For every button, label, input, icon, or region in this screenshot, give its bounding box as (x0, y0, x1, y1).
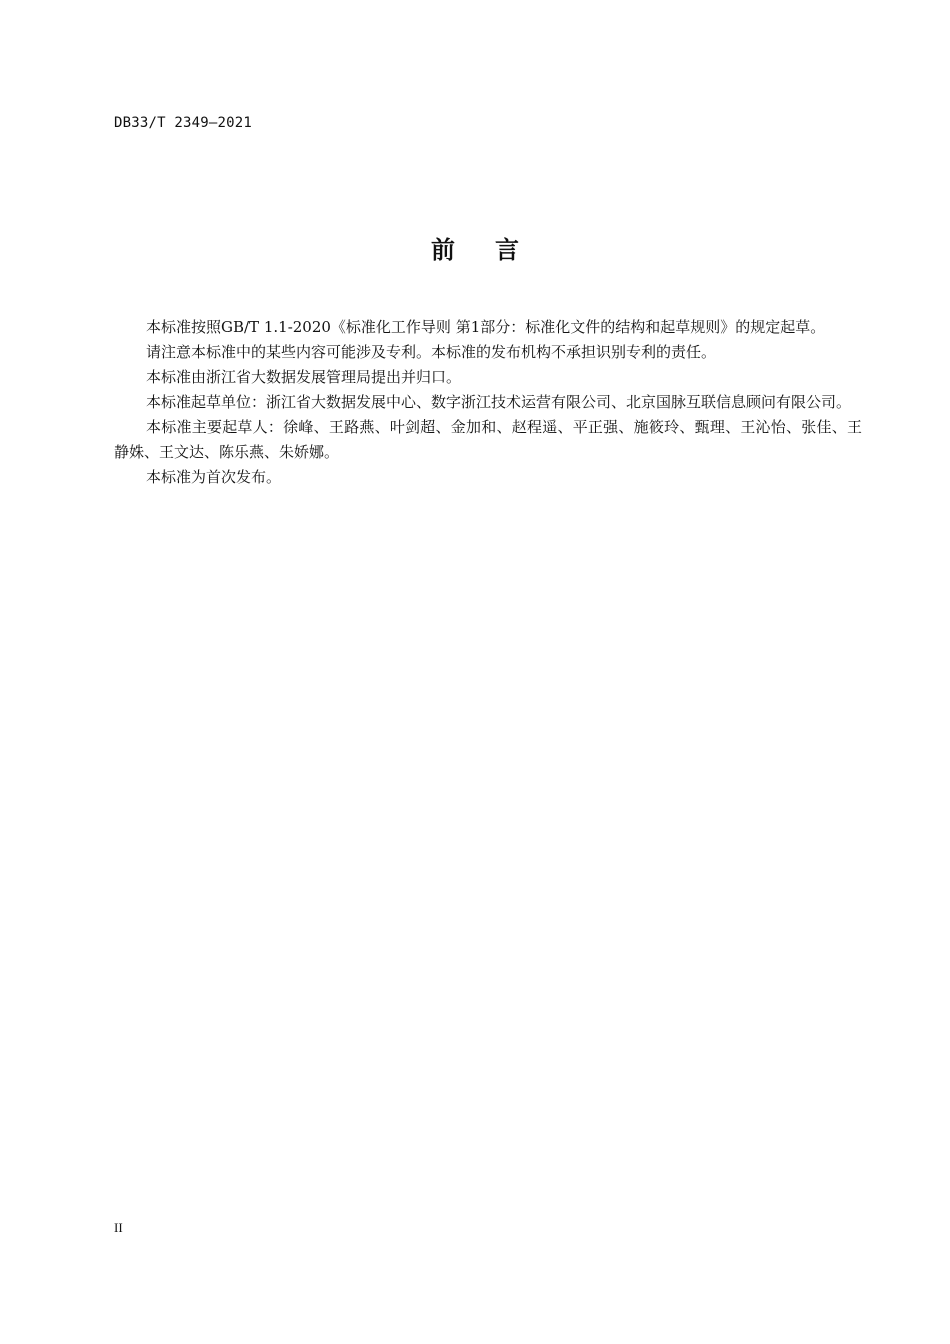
paragraph-drafting-rules: 本标准按照GB/T 1.1-2020《标准化工作导则 第1部分：标准化文件的结构和起草规则》的规定起草。 (146, 318, 826, 336)
page-number: II (114, 1220, 123, 1235)
paragraph-first-release: 本标准为首次发布。 (146, 468, 282, 486)
foreword-body (114, 315, 862, 490)
document-code: DB33/T 2349—2021 (114, 115, 253, 131)
paragraph-drafting-units: 本标准起草单位：浙江省大数据发展中心、数字浙江技术运营有限公司、北京国脉互联信息顾问有限公司。 (146, 393, 852, 411)
paragraph-proposer: 本标准由浙江省大数据发展管理局提出并归口。 (146, 368, 462, 386)
paragraph-drafters: 本标准主要起草人：徐峰、王路燕、叶剑超、金加和、赵程遥、平正强、施筱玲、甄理、王沁怡、张佳、王静姝、王文达、陈乐燕、朱娇娜。 (114, 418, 862, 461)
page-title: 前言 (431, 236, 559, 264)
paragraph-patent-notice: 请注意本标准中的某些内容可能涉及专利。本标准的发布机构不承担识别专利的责任。 (146, 343, 717, 361)
